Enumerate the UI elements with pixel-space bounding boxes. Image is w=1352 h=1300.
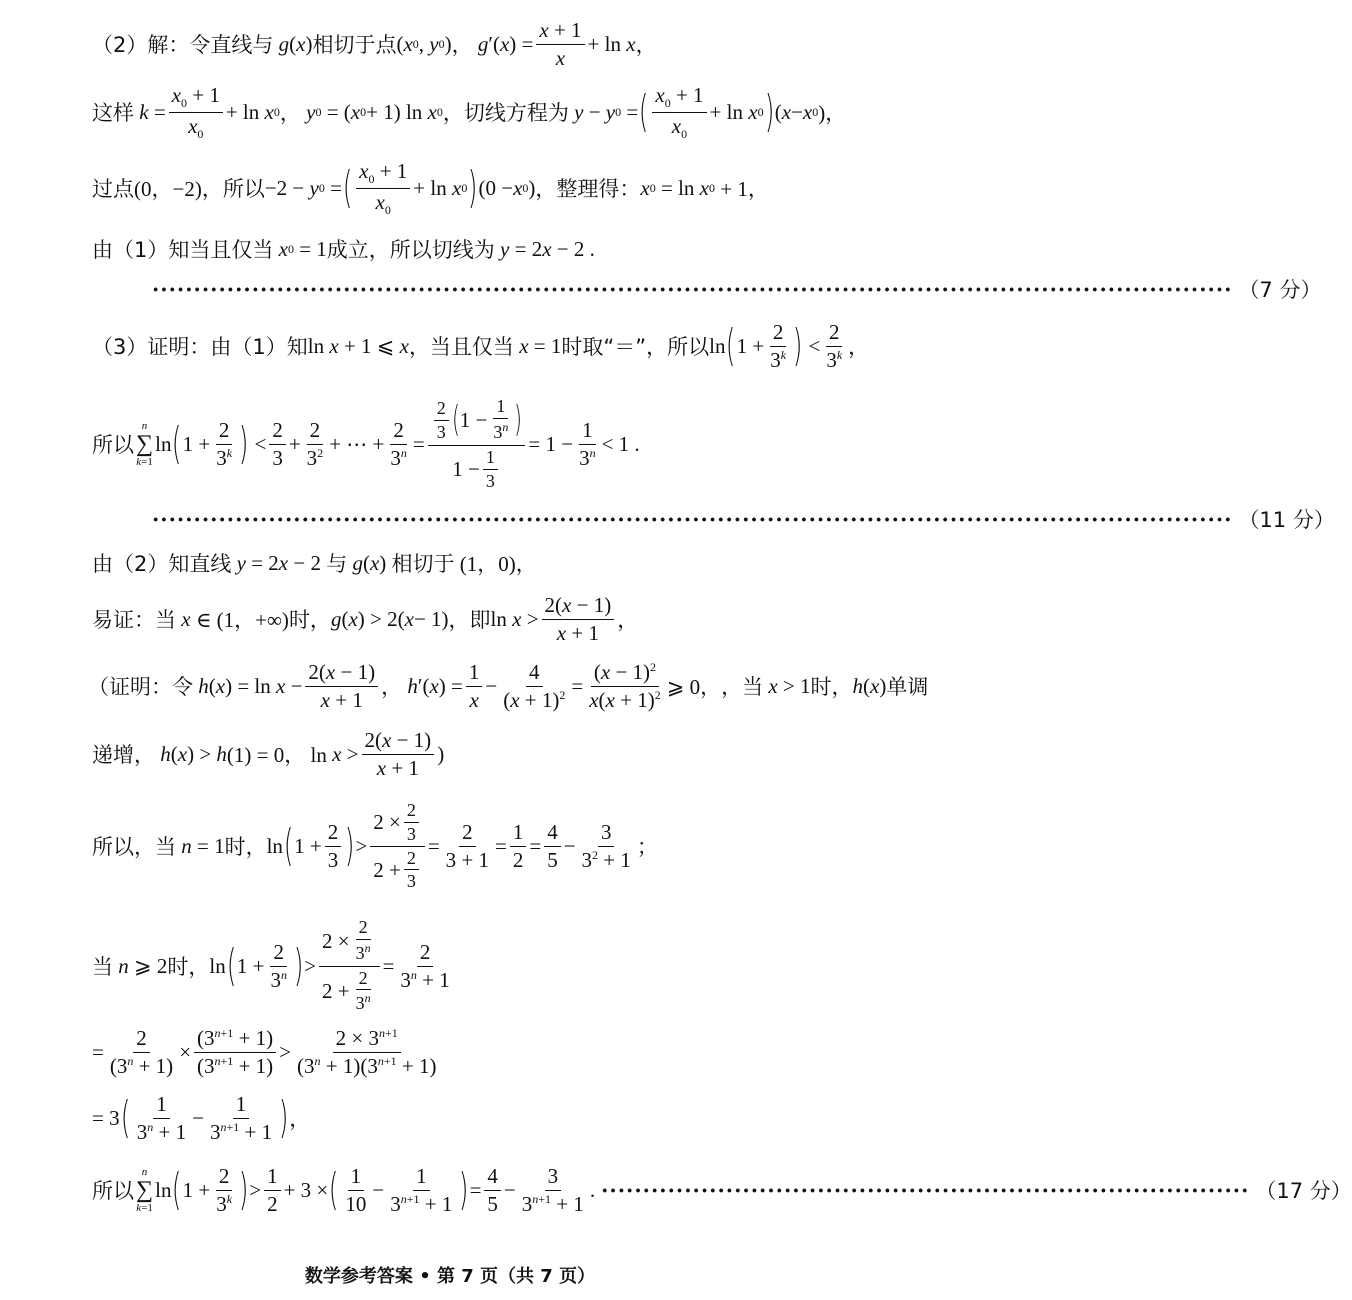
line-h-increasing: 递增， h ( x ) > h (1) = 0， ln x > $\frac{2(x - 1)}{x + 1}$ ): [92, 728, 445, 780]
line-h-derivative: （证明：令 h ( x ) = ln x − $\frac{2(x - 1)}{x + 1}$ ， h ′( x ) = $\frac{1}{x}$ − $\frac{4}{(x + 1)^2}$ = $\frac{(x - 1)^2}{x(x + 1)^2}$ ⩾ 0， ，当 x > 1 时， h ( x ) 单调: [88, 660, 929, 712]
score-line: [146, 276, 1322, 302]
leader-dots: ··············································································: [601, 1177, 1250, 1203]
text: ，整理得：: [535, 177, 641, 201]
page-footer: 数学参考答案 • 第 7 页（共 7 页）: [304, 1266, 596, 1287]
line-telescoping: = 3 ( $\frac{1}{3^n + 1}$ − $\frac{1}{3^{n+1} + 1}$ ) ，: [92, 1092, 311, 1144]
leader-dots: ··································································································································: [152, 276, 1233, 302]
text: 所以: [92, 1179, 134, 1203]
text: 成立，所以切线为: [326, 238, 495, 262]
score-11: （11 分）: [1238, 508, 1335, 532]
text: 递增，: [92, 743, 155, 767]
line-tangent-result: 由（1）知当且仅当 x 0 = 1 成立，所以切线为 y = 2 x − 2 .: [92, 232, 860, 266]
text: 时，: [224, 835, 267, 859]
text: 由（2）知直线: [92, 552, 232, 576]
text: 时，: [288, 608, 331, 632]
line-n-equals-1: 所以，当 n = 1 时， ln ( 1 + $\frac{2}{3}$ ) > 2 × $\frac{2}{3}$ 2 + $\frac{2}{3}$ = $\frac{2}{3 + 1}$ = $\frac{1}{2}$ = $\frac{4}{5}$ − $\frac{3}{3^2 + 1}$ ；: [92, 799, 658, 892]
score-17: （17 分）: [1255, 1179, 1352, 1203]
text: 所以: [92, 433, 134, 457]
text: ，: [279, 101, 301, 125]
line-tangent-setup: （2）解：令直线与 g ( x ) 相切于点 ( x 0 , y 0 ) ， g ′( x ) = $\frac{x + 1}{x}$ + ln x ，: [92, 18, 657, 70]
text: 相切于: [391, 552, 455, 576]
text: ，切线方程为: [442, 101, 569, 125]
text: 易证：当: [92, 608, 176, 632]
text: ，: [451, 33, 473, 57]
line-sum-bound: 所以 n ∑ k=1 ln ( 1 + $\frac{2}{3^k}$ ) < $\frac{2}{3}$ + $\frac{2}{3^2}$ + ⋯ + $\frac{2}{3^n}$ = $\frac{2}{3}$ ( 1 − $\frac{1}{3^n}$ ) 1 − $\frac{1}{3}$ = 1 − $\frac{1}{3^n}$ < 1 .: [92, 396, 640, 491]
text: 由（1）知当且仅当: [92, 238, 274, 262]
text: （3）证明：由（1）知: [92, 335, 308, 359]
score-line: [146, 506, 1335, 532]
line-proof-3: （3）证明：由（1）知 ln x + 1 ⩽ x ，当且仅当 x = 1 时取“＝”，所以 ln ( 1 + $\frac{2}{3^k}$ ) < $\frac{2}{3^k}$ ，: [92, 320, 870, 372]
line-tangent-g: 由（2）知直线 y = 2 x − 2 与 g ( x ) 相切于 (1，0)，: [92, 546, 860, 580]
score-7: （7 分）: [1238, 278, 1322, 302]
text: （证明：令: [88, 675, 193, 699]
text: 单调: [886, 675, 929, 699]
line-expansion: = $\frac{2}{(3^n + 1)}$ × $\frac{(3^{n+1} + 1)}{(3^{n+1} + 1)}$ > $\frac{2 \times 3^{n+1}}{(3^n + 1)(3^{n+1} + 1)}$: [92, 1026, 437, 1078]
text: ，即: [448, 608, 491, 632]
line-final: 所以 n ∑ k=1 ln ( 1 + $\frac{2}{3^k}$ ) > $\frac{1}{2}$ + 3 × ( $\frac{1}{10}$ − $\frac{1}{3^{n+1} + 1}$ ) = $\frac{4}{5}$ − $\frac{3}{3^{n+1} + 1}$ . ·············································································· （17 分）: [92, 1164, 1352, 1216]
text: 时取“＝”，所以: [561, 335, 710, 359]
text: 当: [92, 955, 113, 979]
text: 相切于点: [312, 33, 397, 57]
text: 时，: [167, 955, 210, 979]
line-n-geq-2: 当 n ⩾ 2 时， ln ( 1 + $\frac{2}{3^n}$ ) > 2 × $\frac{2}{3^n}$ 2 + $\frac{2}{3^n}$ = $\frac{2}{3^n + 1}$: [92, 916, 450, 1014]
line-tangent-equation: 这样 k = $\frac{x_0 + 1}{x_0}$ + ln x 0 ， y 0 = ( x 0 + 1) ln x 0 ，切线方程为 y − y 0 = ( $\frac{x_0 + 1}{x_0}$ + ln x 0 ) ( x − x 0 )，: [92, 82, 847, 141]
text: 这样: [92, 101, 134, 125]
line-through-point: 过点 (0，−2) ，所以 −2 − y 0 = ( $\frac{x_0 + 1}{x_0}$ + ln x 0 ) (0 − x 0 ) ，整理得： x 0 = ln x 0 + 1，: [92, 158, 769, 217]
text: 时，: [810, 675, 853, 699]
text: ，当且仅当: [408, 335, 514, 359]
text: 与: [326, 552, 348, 576]
text: 过点: [92, 177, 134, 201]
text: ，当: [721, 675, 764, 699]
text: ，所以: [201, 177, 265, 201]
leader-dots: ··································································································································: [152, 506, 1233, 532]
line-easy-proof: 易证：当 x ∈ (1，+∞) 时， g ( x ) > 2( x − 1) ，即 ln x > $\frac{2(x - 1)}{x + 1}$ ，: [92, 593, 639, 645]
text: 所以，当: [92, 835, 176, 859]
text: （2）解：令直线与: [92, 33, 274, 57]
